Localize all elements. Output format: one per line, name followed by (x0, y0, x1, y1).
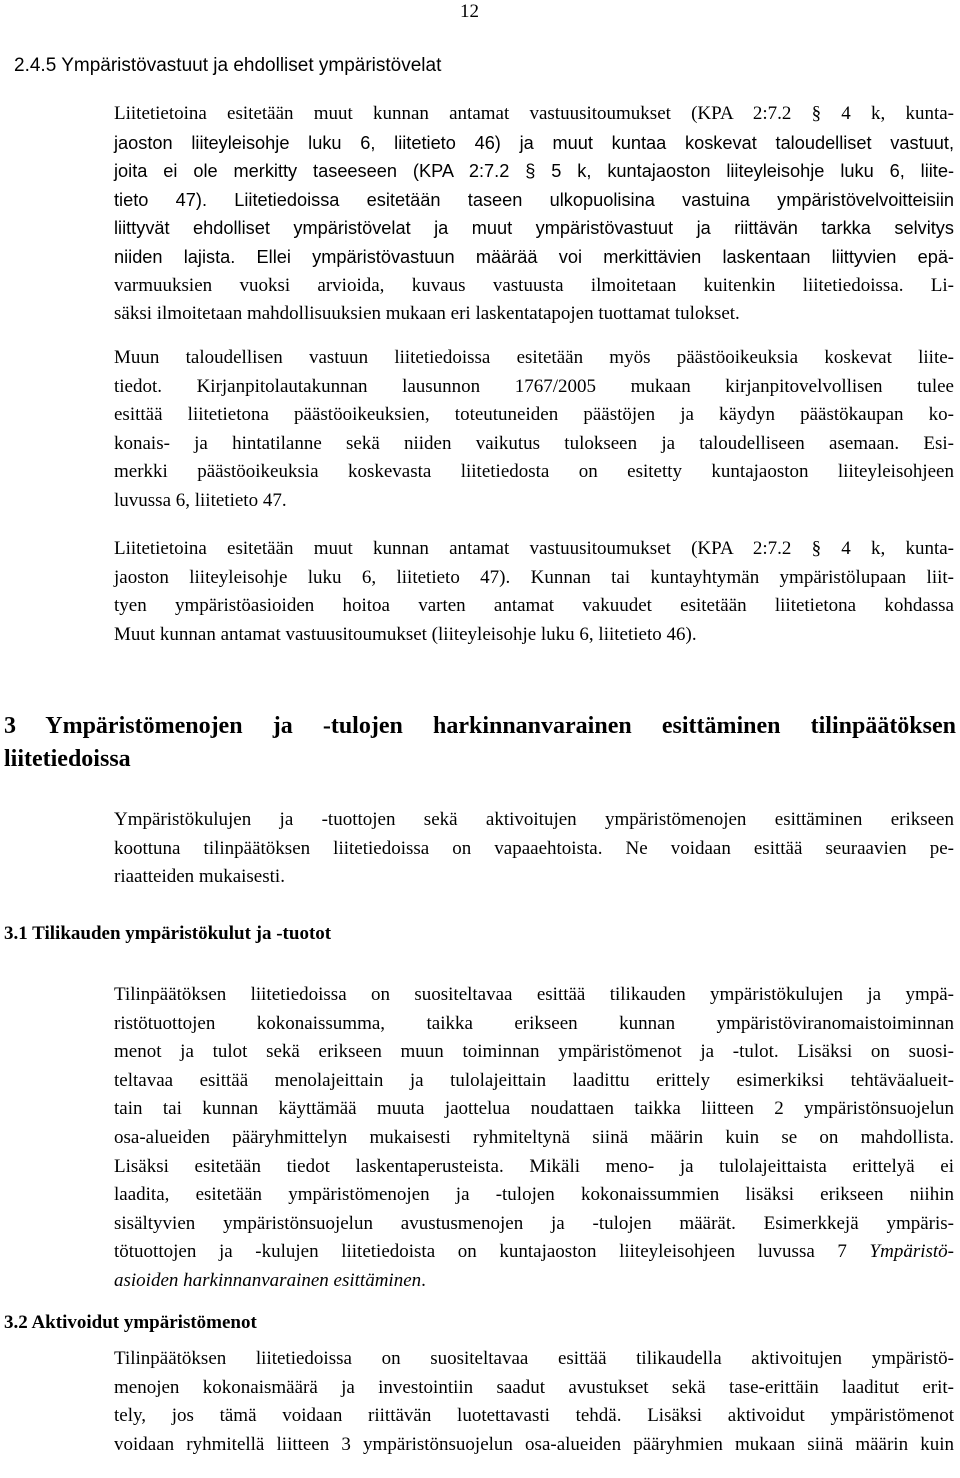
text-line: osa-alueiden pääryhmittelyn mukaisesti ryhmiteltynä siinä määrin kuin se on mahdollista. (114, 1126, 954, 1148)
paragraph-costs-and-revenues (114, 981, 954, 1296)
paragraph-emission-rights (114, 344, 954, 516)
text-line: tiedot. Kirjanpitolautakunnan lausunnon 1767/2005 mukaan kirjanpitovelvollisen tulee (114, 375, 954, 397)
text-line: jaoston liiteyleisohje luku 6, liitetieto 46) ja muut kuntaa koskevat taloudelliset vastuut, (114, 132, 954, 153)
section-heading-2-4-5: 2.4.5 Ympäristövastuut ja ehdolliset ympäristövelat (14, 55, 442, 76)
section-heading-3-1: 3.1 Tilikauden ympäristökulut ja -tuotot (4, 923, 332, 944)
chapter-heading-line: liitetiedoissa (4, 746, 131, 772)
paragraph-commitments (114, 535, 954, 649)
text-line: Tilinpäätöksen liitetiedoissa on suositeltavaa esittää tilikauden ympäristökulujen ja ympä- (114, 984, 954, 1005)
text-line: jaoston liiteyleisohje luku 6, liitetieto 47). Kunnan tai kuntayhtymän ympäristölupaan liit- (114, 566, 954, 588)
text-line: tely, jos tämä voidaan riittävän luotettavasti tehdä. Lisäksi aktivoidut ympäristömenot (114, 1405, 954, 1427)
text-line: esittää liitetietona päästöoikeuksien, toteutuneiden päästöjen ja käydyn päästökaupan ko- (114, 404, 954, 426)
text-line: niiden lajista. Ellei ympäristövastuun määrää voi merkittävien laskentaan liittyvien epä- (114, 246, 954, 267)
paragraph-chapter-intro (114, 806, 954, 892)
italic-reference: asioiden harkinnanvarainen esittäminen (114, 1269, 422, 1291)
text-line: tieto 47). Liitetiedoissa esitetään taseen ulkopuolisina vastuina ympäristövelvoitteisiin (114, 189, 954, 210)
text-line (114, 1267, 954, 1296)
text-line: Ympäristökulujen ja -tuottojen sekä aktivoitujen ympäristömenojen esittäminen erikseen (114, 809, 954, 830)
text-line: säksi ilmoitetaan mahdollisuuksien mukaan eri laskentatapojen tuottamat tulokset. (114, 303, 740, 325)
text-line: liittyvät ehdolliset ympäristövelat ja muut ympäristövastuut ja riittävän tarkka selvitys (114, 218, 954, 239)
text-line: menojen kokonaismäärä ja investointiin saadut avustukset sekä tase-erittäin laaditut erit- (114, 1376, 954, 1398)
text-line: konais- ja hintatilanne sekä niiden vaikutus tulokseen ja taloudelliseen asemaan. Esi- (114, 432, 954, 454)
text-line: Muut kunnan antamat vastuusitoumukset (liiteyleisohje luku 6, liitetieto 46). (114, 623, 697, 645)
text-line: voidaan ryhmitellä liitteen 3 ympäristönsuojelun osa-alueiden pääryhmien mukaan siinä määrin kuin (114, 1433, 954, 1455)
text-line: joita ei ole merkitty taseeseen (KPA 2:7.2 § 5 k, kuntajaoston liiteyleisohje luku 6, liite- (114, 161, 954, 182)
text-fragment: tötuottojen ja -kulujen liitetiedoista on kuntajaoston liiteyleisohjeen luvussa 7 (114, 1241, 870, 1263)
text-line: varmuuksien vuoksi arvioida, kuvaus vastuusta ilmoitetaan kuitenkin liitetiedoissa. Li- (114, 274, 954, 296)
page-number: 12 (460, 1, 479, 22)
text-line: Tilinpäätöksen liitetiedoissa on suositeltavaa esittää tilikaudella aktivoitujen ympäristö- (114, 1348, 954, 1369)
italic-reference: Ympäristö- (869, 1241, 954, 1263)
text-line: tain tai kunnan käyttämää muuta jaottelua noudattaen taikka liitteen 2 ympäristönsuojelun (114, 1098, 954, 1120)
text-line: Muun taloudellisen vastuun liitetiedoissa esitetään myös päästöoikeuksia koskevat liite- (114, 347, 954, 368)
text-line: Lisäksi esitetään tiedot laskentaperusteista. Mikäli meno- ja tulolajeittaista erittelyä ei (114, 1155, 954, 1177)
text-line: Liitetietoina esitetään muut kunnan antamat vastuusitoumukset (KPA 2:7.2 § 4 k, kunta- (114, 103, 954, 124)
text-line: tyen ympäristöasioiden hoitoa varten antamat vakuudet esitetään liitetietona kohdassa (114, 595, 954, 617)
text-line: sisältyvien ympäristönsuojelun avustusmenojen ja -tulojen määrät. Esimerkkejä ympäris- (114, 1212, 954, 1234)
text-fragment: . (421, 1269, 426, 1291)
text-line: Liitetietoina esitetään muut kunnan antamat vastuusitoumukset (KPA 2:7.2 § 4 k, kunta- (114, 538, 954, 559)
text-line: riaatteiden mukaisesti. (114, 866, 285, 888)
chapter-heading-line: 3 Ympäristömenojen ja -tulojen harkinnanvarainen esittäminen tilinpäätöksen (4, 713, 956, 739)
text-line (114, 1238, 954, 1267)
text-line: merkki päästöoikeuksia koskevasta liitetiedosta on esitetty kuntajaoston liiteyleisohjeen (114, 461, 954, 483)
text-line: menot ja tulot sekä erikseen muun toiminnan ympäristömenot ja -tulot. Lisäksi on suosi- (114, 1041, 954, 1063)
text-line: koottuna tilinpäätöksen liitetiedoissa on vapaaehtoista. Ne voidaan esittää seuraavien pe- (114, 837, 954, 859)
text-line: laadita, esitetään ympäristömenojen ja -tulojen kokonaissummien lisäksi erikseen niihin (114, 1184, 954, 1206)
chapter-heading-3 (4, 710, 956, 776)
text-line: ristötuottojen kokonaissumma, taikka erikseen kunnan ympäristöviranomaistoiminnan (114, 1012, 954, 1034)
section-heading-3-2: 3.2 Aktivoidut ympäristömenot (4, 1312, 257, 1333)
paragraph-capitalized-expenditures (114, 1345, 954, 1459)
text-line: luvussa 6, liitetieto 47. (114, 489, 287, 511)
paragraph-environmental-liabilities (114, 100, 954, 329)
text-line: teltavaa esittää menolajeittain ja tulolajeittain laadittu erittely esimerkiksi tehtäväalueit- (114, 1069, 954, 1091)
